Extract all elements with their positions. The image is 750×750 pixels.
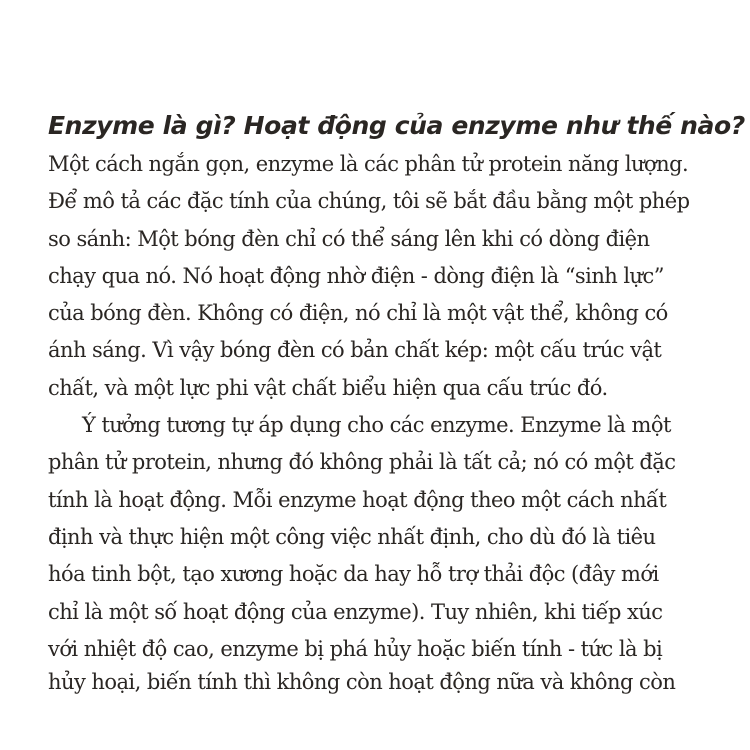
text-line: Để mô tả các đặc tính của chúng, tôi sẽ bắt đầu bằng một phép: [48, 189, 690, 214]
text-line: Ý tưởng tương tự áp dụng cho các enzyme. Enzyme là một: [82, 413, 671, 438]
text-line: hóa tinh bột, tạo xương hoặc da hay hỗ trợ thải độc (đây mới: [48, 562, 659, 587]
section-heading: Enzyme là gì? Hoạt động của enzyme như thế nào?: [48, 111, 745, 140]
text-line: phân tử protein, nhưng đó không phải là tất cả; nó có một đặc: [48, 450, 676, 475]
text-line: chỉ là một số hoạt động của enzyme). Tuy nhiên, khi tiếp xúc: [48, 599, 663, 624]
text-line: định và thực hiện một công việc nhất định, cho dù đó là tiêu: [48, 524, 656, 549]
text-line: của bóng đèn. Không có điện, nó chỉ là một vật thể, không có: [48, 301, 668, 326]
text-line: chạy qua nó. Nó hoạt động nhờ điện - dòng điện là “sinh lực”: [48, 263, 664, 288]
text-line: tính là hoạt động. Mỗi enzyme hoạt động theo một cách nhất: [48, 487, 667, 512]
body-text: [48, 146, 713, 668]
text-line: so sánh: Một bóng đèn chỉ có thể sáng lên khi có dòng điện: [48, 226, 650, 251]
text-line: chất, và một lực phi vật chất biểu hiện qua cấu trúc đó.: [48, 375, 608, 400]
text-line: Một cách ngắn gọn, enzyme là các phân tử protein năng lượng.: [48, 152, 689, 176]
cropped-text-line: [48, 670, 713, 700]
text-line: ánh sáng. Vì vậy bóng đèn có bản chất kép: một cấu trúc vật: [48, 338, 662, 363]
text-line: với nhiệt độ cao, enzyme bị phá hủy hoặc biến tính - tức là bị: [48, 636, 663, 661]
cropped-text: hủy hoại, biến tính thì không còn hoạt động nữa và không còn: [48, 670, 676, 694]
